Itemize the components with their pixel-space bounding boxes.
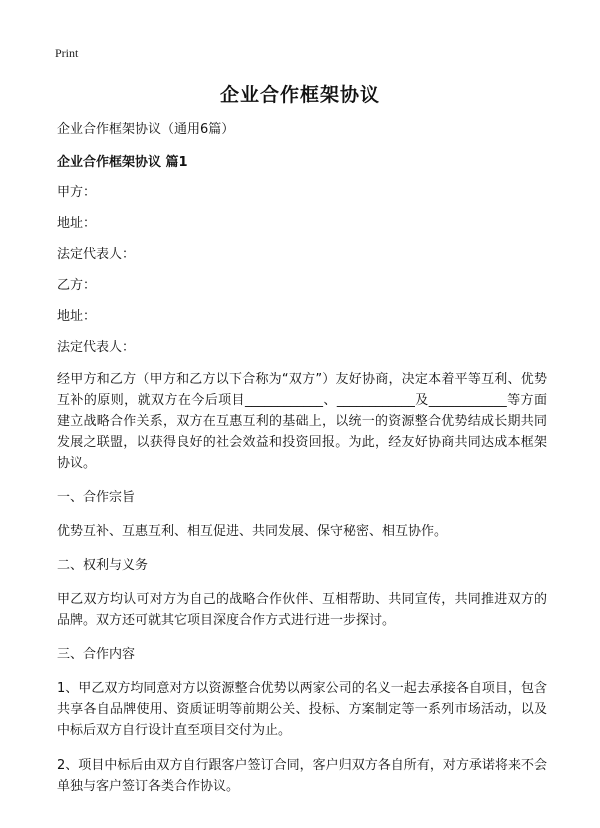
- print-link[interactable]: Print: [55, 46, 79, 60]
- party-b-field: 乙方：: [57, 278, 97, 293]
- intro-paragraph: 经甲方和乙方（甲方和乙方以下合称为“双方”）友好协商，决定本着平等互利、优势互补的原则，就双方在今后项目____________、____________及____________等方面建立战略合作关系，双方在互惠互利的基础上，以统一的资源整合优势结成长期共同发展之联盟，以获得良好的社会效益和投资回报。为此，经友好协商共同达成本框架协议。: [57, 372, 547, 471]
- rights-obligations-paragraph: 甲乙双方均认可对方为自己的战略合作伙伴、互相帮助、共同宣传，共同推进双方的品牌。双方还可就其它项目深度合作方式进行进一步探讨。: [57, 592, 547, 628]
- party-a-representative-field: 法定代表人：: [57, 247, 136, 262]
- party-a-address-field: 地址：: [57, 216, 97, 231]
- heading-cooperation-content: 三、合作内容: [57, 647, 136, 662]
- section-title: 企业合作框架协议 篇1: [57, 155, 188, 170]
- cooperation-purpose-paragraph: 优势互补、互惠互利、相互促进、共同发展、保守秘密、相互协作。: [57, 524, 448, 539]
- heading-rights-obligations: 二、权利与义务: [57, 558, 149, 573]
- document-subtitle: 企业合作框架协议（通用6篇）: [57, 122, 235, 137]
- party-b-address-field: 地址：: [57, 309, 97, 324]
- cooperation-content-paragraph-1: 1、甲乙双方均同意对方以资源整合优势以两家公司的名义一起去承接各自项目，包含共享各自品牌使用、资质证明等前期公关、投标、方案制定等一系列市场活动，以及中标后双方自行设计直至项目交付为止。: [57, 681, 547, 738]
- party-a-field: 甲方：: [57, 185, 97, 200]
- document-title: 企业合作框架协议: [219, 84, 380, 106]
- party-b-representative-field: 法定代表人：: [57, 340, 136, 355]
- heading-cooperation-purpose: 一、合作宗旨: [57, 490, 136, 505]
- cooperation-content-paragraph-2: 2、项目中标后由双方自行跟客户签订合同，客户归双方各自所有，对方承诺将来不会单独与客户签订各类合作协议。: [57, 758, 547, 794]
- document-body: [57, 120, 547, 811]
